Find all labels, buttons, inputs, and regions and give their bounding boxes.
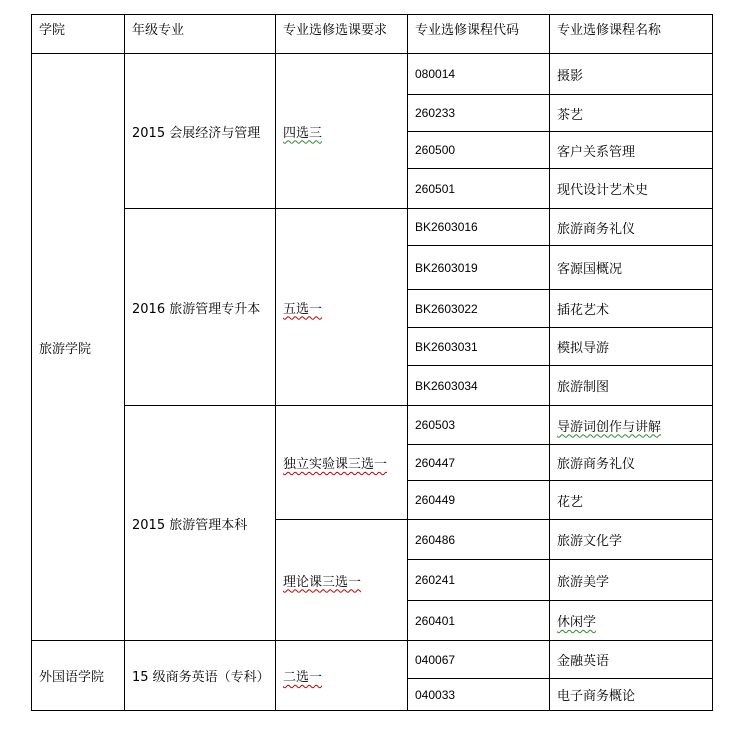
course-name: 茶艺 (550, 95, 713, 132)
requirement-cell (276, 54, 408, 209)
course-name: 旅游文化学 (550, 520, 713, 560)
course-name: 摄影 (550, 54, 713, 95)
requirement-cell (276, 641, 408, 711)
course-code: 080014 (408, 54, 550, 95)
course-code: 260447 (408, 445, 550, 481)
course-code: 040067 (408, 641, 550, 679)
course-name: 客户关系管理 (550, 132, 713, 169)
major-cell: 2015 会展经济与管理 (125, 54, 276, 209)
course-code: BK2603034 (408, 366, 550, 406)
course-name: 旅游美学 (550, 560, 713, 601)
requirement-cell (276, 406, 408, 520)
requirement-text: 四选三 (283, 125, 323, 141)
course-code: BK2603016 (408, 209, 550, 246)
table-row (32, 406, 713, 445)
course-name: 插花艺术 (550, 290, 713, 328)
course-code: BK2603019 (408, 246, 550, 290)
table-row (32, 641, 713, 679)
course-selection-table (31, 14, 713, 711)
header-requirement: 专业选修选课要求 (276, 15, 408, 54)
course-name (550, 601, 713, 641)
header-major: 年级专业 (125, 15, 276, 54)
course-name: 金融英语 (550, 641, 713, 679)
course-name: 现代设计艺术史 (550, 169, 713, 209)
course-name: 旅游商务礼仪 (550, 209, 713, 246)
course-code: BK2603022 (408, 290, 550, 328)
requirement-cell (276, 209, 408, 406)
requirement-text: 理论课三选一 (283, 574, 362, 590)
course-name: 电子商务概论 (550, 679, 713, 711)
requirement-text: 独立实验课三选一 (283, 457, 388, 472)
course-name: 模拟导游 (550, 328, 713, 366)
header-course-code: 专业选修课程代码 (408, 15, 550, 54)
course-code: 260233 (408, 95, 550, 132)
requirement-text: 五选一 (283, 301, 323, 317)
course-code: 040033 (408, 679, 550, 711)
major-cell: 2015 旅游管理本科 (125, 406, 276, 641)
table-row (32, 209, 713, 246)
major-cell: 15 级商务英语（专科） (125, 641, 276, 711)
course-code: 260449 (408, 481, 550, 520)
header-college: 学院 (32, 15, 125, 54)
course-name: 客源国概况 (550, 246, 713, 290)
course-name: 旅游制图 (550, 366, 713, 406)
course-code: 260486 (408, 520, 550, 560)
requirement-cell (276, 520, 408, 641)
course-name-text: 导游词创作与讲解 (557, 419, 662, 435)
course-code: 260500 (408, 132, 550, 169)
course-code: 260503 (408, 406, 550, 445)
course-name (550, 406, 713, 445)
table-row (32, 54, 713, 95)
course-name: 旅游商务礼仪 (550, 445, 713, 481)
course-name-text: 休闲学 (557, 615, 597, 630)
course-code: 260401 (408, 601, 550, 641)
course-code: BK2603031 (408, 328, 550, 366)
course-code: 260501 (408, 169, 550, 209)
requirement-text: 二选一 (283, 670, 323, 685)
header-course-name: 专业选修课程名称 (550, 15, 713, 54)
course-name: 花艺 (550, 481, 713, 520)
course-code: 260241 (408, 560, 550, 601)
header-row (32, 15, 713, 54)
college-cell: 旅游学院 (32, 54, 125, 641)
college-cell: 外国语学院 (32, 641, 125, 711)
major-cell: 2016 旅游管理专升本 (125, 209, 276, 406)
